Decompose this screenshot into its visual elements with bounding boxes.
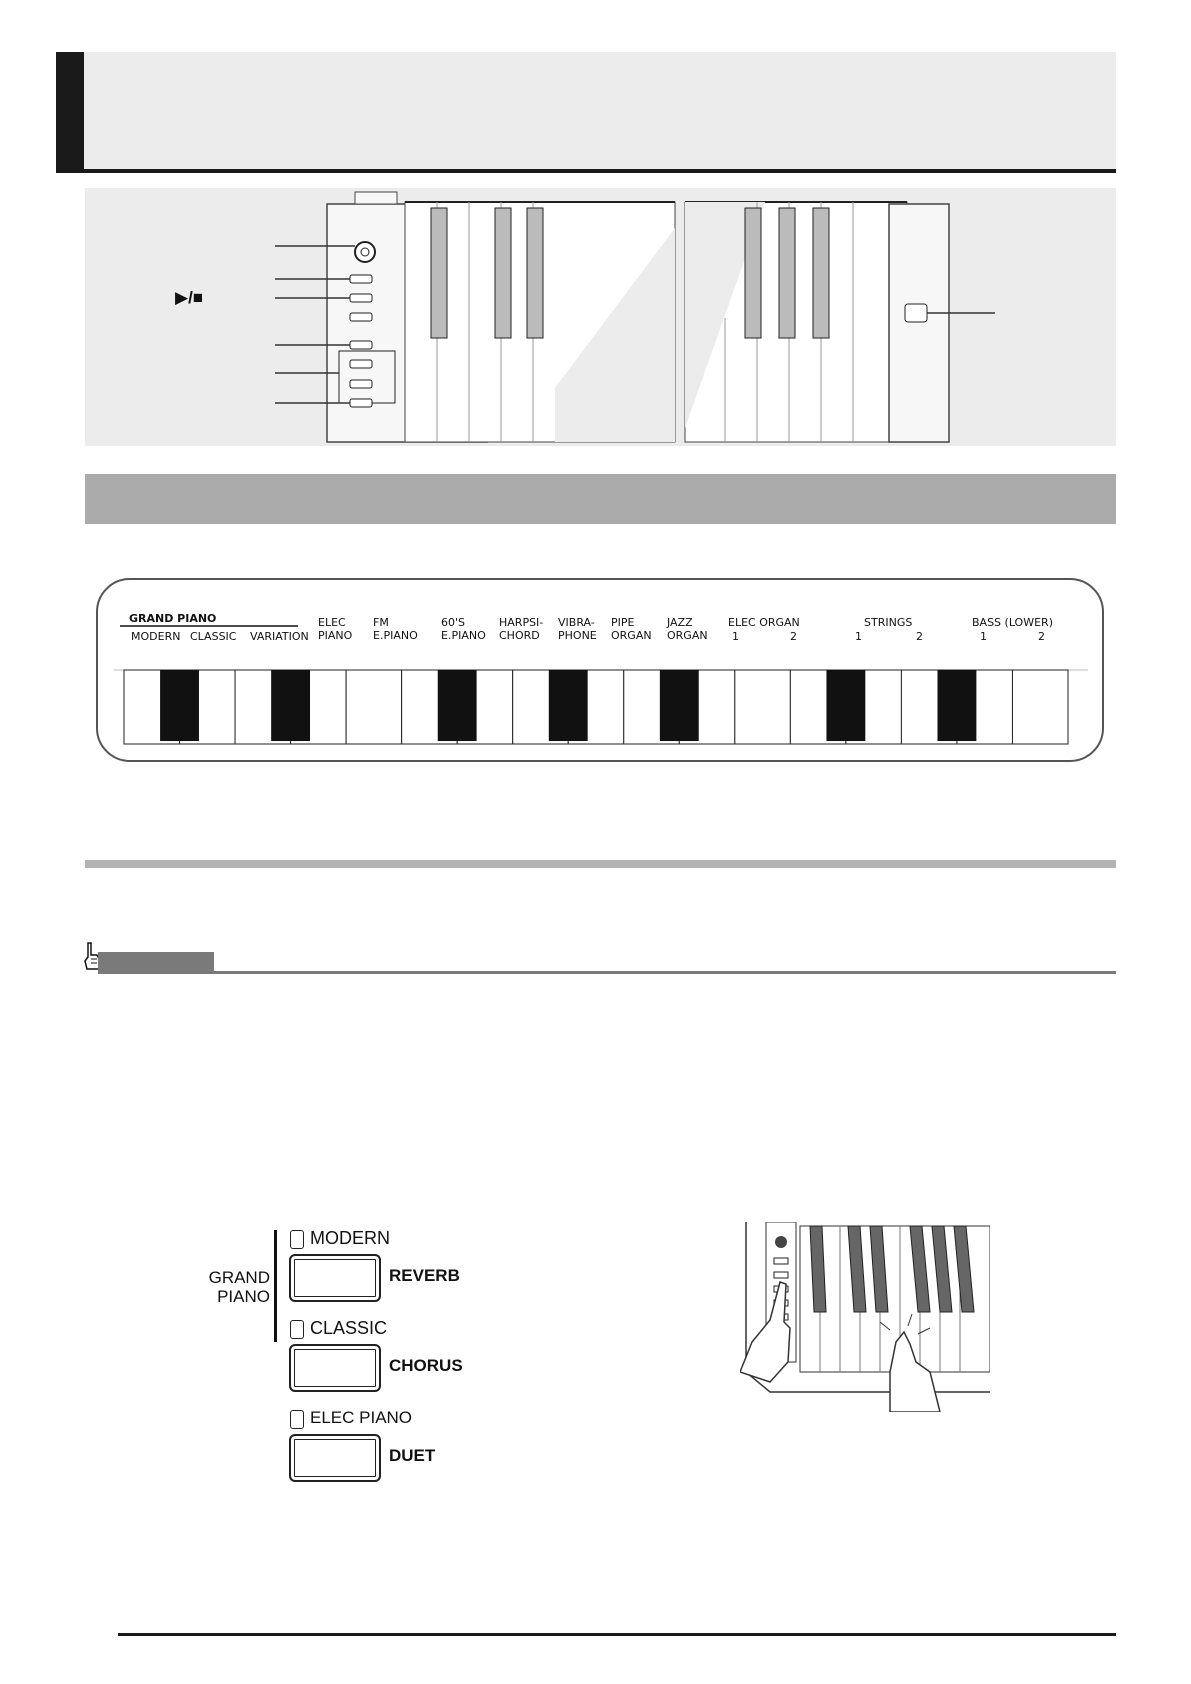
white-key — [1012, 670, 1068, 744]
tone-label-line: ORGAN — [667, 629, 708, 642]
tone-group-number: 1 — [980, 630, 987, 643]
white-key — [735, 670, 791, 744]
chorus-button[interactable] — [289, 1344, 381, 1392]
tone-label-line: HARPSI- — [499, 616, 544, 629]
tone-label-line: 60'S — [441, 616, 466, 629]
tone-label-pipe-organ — [611, 616, 652, 642]
section-band — [85, 474, 1116, 524]
panel-drawing — [85, 188, 1116, 446]
black-key — [271, 670, 310, 741]
tone-label-line: JAZZ — [667, 616, 693, 629]
tone-label-line: ORGAN — [611, 629, 652, 642]
reverb-button[interactable] — [289, 1254, 381, 1302]
grand-piano-label-line: PIANO — [217, 1287, 270, 1306]
tone-label-line: E.PIANO — [441, 629, 486, 642]
header-accent-bar — [56, 52, 84, 169]
tone-label-modern — [131, 630, 180, 643]
black-key — [160, 670, 199, 741]
modern-label: MODERN — [310, 1228, 390, 1248]
tone-label-variation — [250, 630, 309, 643]
classic-indicator-lamp — [290, 1320, 304, 1339]
tone-group-number: 1 — [732, 630, 739, 643]
tone-label-vibraphone — [558, 616, 597, 642]
tone-label-line: E.PIANO — [373, 629, 418, 642]
classic-label: CLASSIC — [310, 1318, 388, 1338]
grand-piano-label — [200, 1268, 270, 1306]
tone-label-elec-piano — [318, 616, 352, 642]
tone-label-line: CHORD — [499, 629, 540, 642]
note-rule — [98, 971, 1116, 974]
control-panel-illustration — [85, 188, 1116, 446]
page-header — [56, 52, 1116, 173]
black-key — [826, 670, 865, 741]
tone-group-strings: STRINGS — [864, 616, 913, 629]
black-key — [938, 670, 977, 741]
duet-label: DUET — [389, 1446, 436, 1465]
modern-indicator-lamp — [290, 1230, 304, 1249]
black-key — [549, 670, 588, 741]
tone-label-line: PIANO — [318, 629, 353, 642]
chorus-label: CHORUS — [389, 1356, 463, 1375]
tone-group-bass-lower: BASS (LOWER) — [972, 616, 1053, 629]
tone-label-line: VARIATION — [250, 630, 309, 643]
tone-label-line: PIPE — [611, 616, 635, 629]
tone-keyboard-drawing — [98, 580, 1102, 760]
tone-label-harpsichord — [499, 616, 543, 642]
black-key — [438, 670, 477, 741]
duet-button[interactable] — [289, 1434, 381, 1482]
play-stop-label: ▶/■ — [175, 288, 204, 307]
tone-label-line: FM — [373, 616, 389, 629]
note-tab — [98, 952, 214, 972]
tone-label-line: CLASSIC — [190, 630, 237, 643]
tone-group-number: 2 — [1038, 630, 1045, 643]
black-key — [660, 670, 699, 741]
tone-group-number: 1 — [855, 630, 862, 643]
section-divider — [85, 860, 1116, 868]
footer-rule — [118, 1633, 1116, 1636]
elec-piano-label: ELEC PIANO — [310, 1408, 413, 1427]
tone-label-line: PHONE — [558, 629, 597, 642]
grand-piano-bracket — [274, 1230, 277, 1342]
tone-group-elec-organ: ELEC ORGAN — [728, 616, 800, 629]
elec-piano-indicator-lamp — [290, 1410, 304, 1429]
white-key — [346, 670, 402, 744]
tone-label-jazz-organ — [667, 616, 708, 642]
hands-on-keyboard-illustration — [740, 1222, 990, 1412]
grand-piano-group-label: GRAND PIANO — [129, 612, 217, 625]
tone-label-line: ELEC — [318, 616, 346, 629]
grand-piano-label-line: GRAND — [208, 1268, 270, 1287]
reverb-label: REVERB — [389, 1266, 460, 1285]
tone-group-number: 2 — [916, 630, 923, 643]
tone-label-line: VIBRA- — [558, 616, 595, 629]
tone-label-60s-epiano — [441, 616, 486, 642]
tone-label-line: MODERN — [131, 630, 181, 643]
tone-label-classic — [190, 630, 236, 643]
tone-group-number: 2 — [790, 630, 797, 643]
button-panel-diagram — [200, 1226, 470, 1486]
tone-label-fm-epiano — [373, 616, 418, 642]
tone-keyboard-chart — [96, 578, 1104, 762]
